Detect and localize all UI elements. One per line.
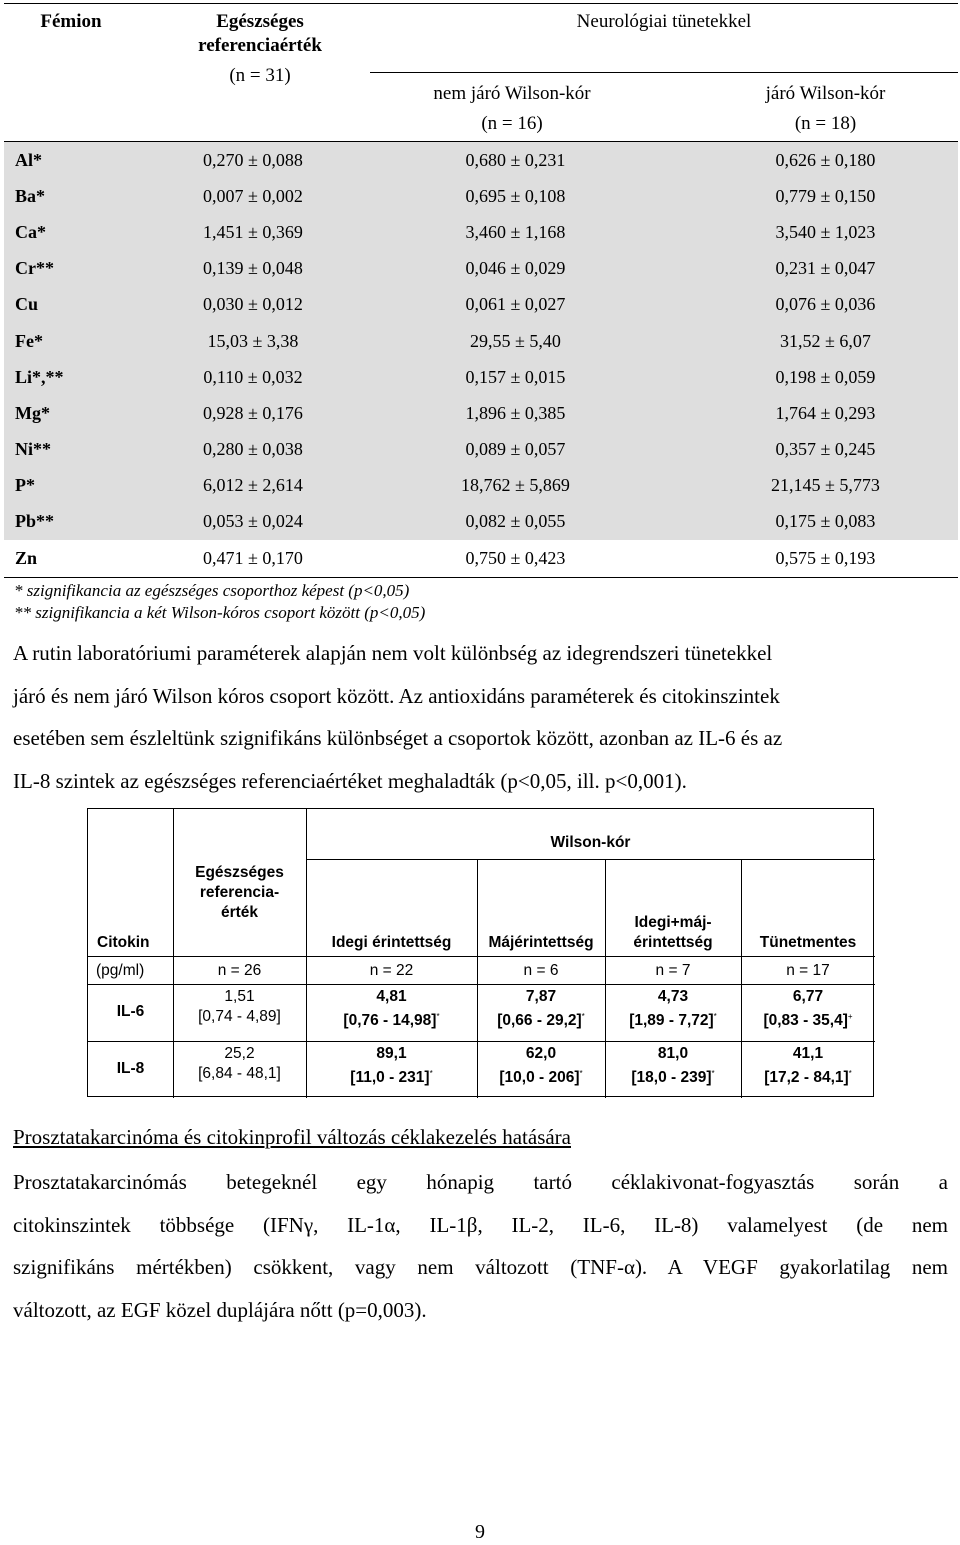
cell-without: 0,089 ± 0,057 bbox=[465, 439, 566, 460]
citokin-header: Citokin bbox=[97, 934, 150, 951]
cytokine-range: [0,83 - 35,4]+ bbox=[763, 1012, 853, 1030]
cell-without: 29,55 ± 5,40 bbox=[470, 330, 561, 351]
cell-without: 0,695 ± 0,108 bbox=[465, 185, 566, 206]
cytokine-median: 6,77 bbox=[792, 988, 824, 1005]
cell-with: 0,626 ± 0,180 bbox=[775, 149, 876, 170]
cell-healthy: 1,451 ± 0,369 bbox=[203, 221, 303, 242]
asymptomatic-header: Tünetmentes bbox=[759, 934, 857, 951]
cell-with: 1,764 ± 0,293 bbox=[775, 402, 876, 423]
significance-mark: * bbox=[429, 1069, 433, 1078]
cytokine-name: IL-6 bbox=[116, 1003, 145, 1020]
healthy-header: Egészséges referencia- érték bbox=[195, 864, 284, 921]
cytokine-cell bbox=[605, 987, 741, 1031]
paragraph-prostate: Prosztatakarcinómás betegeknél egy hónapig tartó céklakivonat-fogyasztás során a citokinszintek többsége (IFNγ, IL-1α, IL-1β, IL-2, IL-6, IL-8) valamelyest (de nem szignifikáns mértékben) csökkent, vagy nem változott (TNF-α). A VEGF gyakorlatilag nem változott, az EGF közel duplájára nőtt (p=0,003). bbox=[13, 1170, 948, 1322]
cytokine-range: [18,0 - 239]* bbox=[631, 1069, 715, 1087]
cytokine-cell bbox=[741, 987, 875, 1031]
footnote-healthy: * szignifikancia az egészséges csoporthoz képest (p<0,05) bbox=[14, 581, 410, 600]
significance-mark: * bbox=[581, 1012, 585, 1021]
cell-healthy: 0,471 ± 0,170 bbox=[203, 547, 303, 568]
cytokine-range: [0,66 - 29,2]* bbox=[497, 1012, 585, 1030]
cell-without: 0,680 ± 0,231 bbox=[465, 149, 566, 170]
both-header: Idegi+máj- érintettség bbox=[633, 914, 713, 951]
cell-with: 0,575 ± 0,193 bbox=[775, 547, 876, 568]
cell-ion: P* bbox=[15, 475, 35, 496]
table-top-rule bbox=[4, 3, 958, 4]
wilson-header: Wilson-kór bbox=[550, 834, 631, 851]
cytokine-median: 89,1 bbox=[376, 1045, 407, 1062]
cell-ion: Mg* bbox=[15, 402, 50, 423]
cytokine-range: [11,0 - 231]* bbox=[350, 1069, 433, 1087]
footnote-wilson: ** szignifikancia a két Wilson-kóros csoport között (p<0,05) bbox=[14, 603, 426, 622]
cytokine-cell bbox=[306, 987, 477, 1031]
cell-with: 0,198 ± 0,059 bbox=[775, 366, 876, 387]
cell-healthy: 0,030 ± 0,012 bbox=[203, 294, 303, 315]
cell-ion: Ca* bbox=[15, 221, 46, 242]
cell-healthy: 0,280 ± 0,038 bbox=[203, 439, 303, 460]
cell-with: 3,540 ± 1,023 bbox=[775, 221, 876, 242]
cell-ion: Cr** bbox=[15, 258, 54, 279]
n-hepatic: n = 6 bbox=[523, 962, 559, 979]
cytokine-median: 7,87 bbox=[525, 988, 557, 1005]
cell-without: 0,750 ± 0,423 bbox=[465, 547, 566, 568]
cytokine-cell bbox=[741, 1044, 875, 1088]
cell-healthy: 0,139 ± 0,048 bbox=[203, 258, 303, 279]
significance-mark: * bbox=[711, 1069, 715, 1078]
cytokine-cell bbox=[605, 1044, 741, 1088]
cytokine-range: [10,0 - 206]* bbox=[499, 1069, 583, 1087]
cell-with: 0,076 ± 0,036 bbox=[775, 294, 876, 315]
table-body bbox=[4, 142, 958, 576]
table-row bbox=[4, 287, 958, 323]
cell-healthy: 0,053 ± 0,024 bbox=[203, 511, 303, 532]
table-row bbox=[4, 359, 958, 395]
neuro-header: Idegi érintettség bbox=[331, 934, 452, 951]
cell-with: 21,145 ± 5,773 bbox=[771, 475, 880, 496]
cell-ion: Pb** bbox=[15, 511, 55, 532]
col-header-without: nem járó Wilson-kór (n = 16) bbox=[433, 83, 591, 134]
cytokine-range: [17,2 - 84,1]* bbox=[764, 1069, 852, 1087]
col-header-with: járó Wilson-kór (n = 18) bbox=[765, 83, 886, 134]
cell-with: 0,231 ± 0,047 bbox=[775, 258, 876, 279]
cytokine-median: 62,0 bbox=[525, 1045, 557, 1062]
cell-with: 0,779 ± 0,150 bbox=[775, 185, 876, 206]
cell-healthy: 6,012 ± 2,614 bbox=[203, 475, 303, 496]
cell-with: 31,52 ± 6,07 bbox=[780, 330, 871, 351]
cytokine-cell bbox=[477, 987, 605, 1031]
table-row bbox=[4, 395, 958, 431]
cytokine-range: [1,89 - 7,72]* bbox=[629, 1012, 717, 1030]
cytokine-median: 4,73 bbox=[657, 988, 689, 1005]
significance-mark: * bbox=[713, 1012, 717, 1021]
significance-mark: * bbox=[848, 1069, 852, 1078]
cell-with: 0,175 ± 0,083 bbox=[775, 511, 876, 532]
significance-mark: * bbox=[579, 1069, 583, 1078]
cell-without: 0,082 ± 0,055 bbox=[465, 511, 566, 532]
cytokine-cell bbox=[306, 1044, 477, 1088]
cell-without: 1,896 ± 0,385 bbox=[465, 402, 566, 423]
table-row bbox=[4, 504, 958, 540]
table-row bbox=[4, 323, 958, 359]
cell-ion: Fe* bbox=[15, 330, 43, 351]
col-header-healthy: Egészséges referenciaérték (n = 31) bbox=[198, 11, 322, 86]
hepatic-header: Májérintettség bbox=[488, 934, 594, 951]
cell-with: 0,357 ± 0,245 bbox=[775, 439, 876, 460]
page-number: 9 bbox=[475, 1521, 485, 1543]
table-row bbox=[4, 432, 958, 468]
cell-healthy: 0,007 ± 0,002 bbox=[203, 185, 303, 206]
cell-healthy: 0,270 ± 0,088 bbox=[203, 149, 303, 170]
cytokine-median: 41,1 bbox=[792, 1045, 824, 1062]
cell-healthy: 0,928 ± 0,176 bbox=[203, 402, 303, 423]
cell-without: 18,762 ± 5,869 bbox=[461, 475, 570, 496]
cell-without: 0,157 ± 0,015 bbox=[465, 366, 566, 387]
cell-healthy: 0,110 ± 0,032 bbox=[203, 366, 303, 387]
significance-mark: + bbox=[847, 1012, 853, 1021]
cell-ion: Al* bbox=[15, 149, 42, 170]
cytokine-range: [6,84 - 48,1] bbox=[198, 1065, 281, 1082]
cytokine-median: 4,81 bbox=[376, 988, 407, 1005]
cytokine-median: 25,2 bbox=[224, 1045, 255, 1062]
cytokine-cell bbox=[173, 987, 306, 1027]
cytokine-range: [0,74 - 4,89] bbox=[198, 1008, 281, 1025]
cell-ion: Zn bbox=[15, 547, 38, 568]
table-row bbox=[4, 142, 958, 178]
group-header-neuro: Neurológiai tünetekkel bbox=[576, 11, 752, 32]
cell-ion: Ni** bbox=[15, 439, 51, 460]
table-row bbox=[4, 214, 958, 250]
n-healthy: n = 26 bbox=[217, 962, 262, 979]
cell-without: 3,460 ± 1,168 bbox=[465, 221, 566, 242]
cell-without: 0,046 ± 0,029 bbox=[465, 258, 566, 279]
cytokine-cell bbox=[477, 1044, 605, 1088]
table-row bbox=[4, 468, 958, 504]
cytokine-range: [0,76 - 14,98]* bbox=[343, 1012, 440, 1030]
cell-ion: Li*,** bbox=[15, 366, 64, 387]
unit-label: (pg/ml) bbox=[96, 962, 145, 979]
table-row bbox=[4, 540, 958, 576]
table-row bbox=[4, 251, 958, 287]
cytokine-median: 81,0 bbox=[657, 1045, 689, 1062]
n-asymptomatic: n = 17 bbox=[786, 962, 830, 979]
paragraph-routine-lab: A rutin laboratóriumi paraméterek alapján nem volt különbség az idegrendszeri tünetekkel járó és nem járó Wilson kóros csoport között. Az antioxidáns paraméterek és citokinszintek esetében sem észleltünk szignifikáns különbséget a csoportok között, azonban az IL-6 és az IL-8 szintek az egészséges referenciaértéket meghaladták (p<0,05, ill. p<0,001). bbox=[13, 641, 783, 793]
table-bottom-rule bbox=[4, 577, 958, 578]
section-heading: Prosztatakarcinóma és citokinprofil változás céklakezelés hatására bbox=[13, 1125, 571, 1149]
table-row bbox=[4, 178, 958, 214]
group-header-rule bbox=[370, 72, 958, 73]
n-neuro: n = 22 bbox=[369, 962, 414, 979]
col-header-ion: Fémion bbox=[40, 11, 102, 32]
n-both: n = 7 bbox=[655, 962, 691, 979]
cytokine-table bbox=[87, 808, 874, 1097]
cytokine-name: IL-8 bbox=[116, 1060, 145, 1077]
cell-ion: Cu bbox=[15, 294, 39, 315]
cell-without: 0,061 ± 0,027 bbox=[465, 294, 566, 315]
cell-ion: Ba* bbox=[15, 185, 46, 206]
cell-healthy: 15,03 ± 3,38 bbox=[207, 330, 299, 351]
cytokine-median: 1,51 bbox=[224, 988, 255, 1005]
significance-mark: * bbox=[436, 1012, 440, 1021]
cytokine-cell bbox=[173, 1044, 306, 1084]
